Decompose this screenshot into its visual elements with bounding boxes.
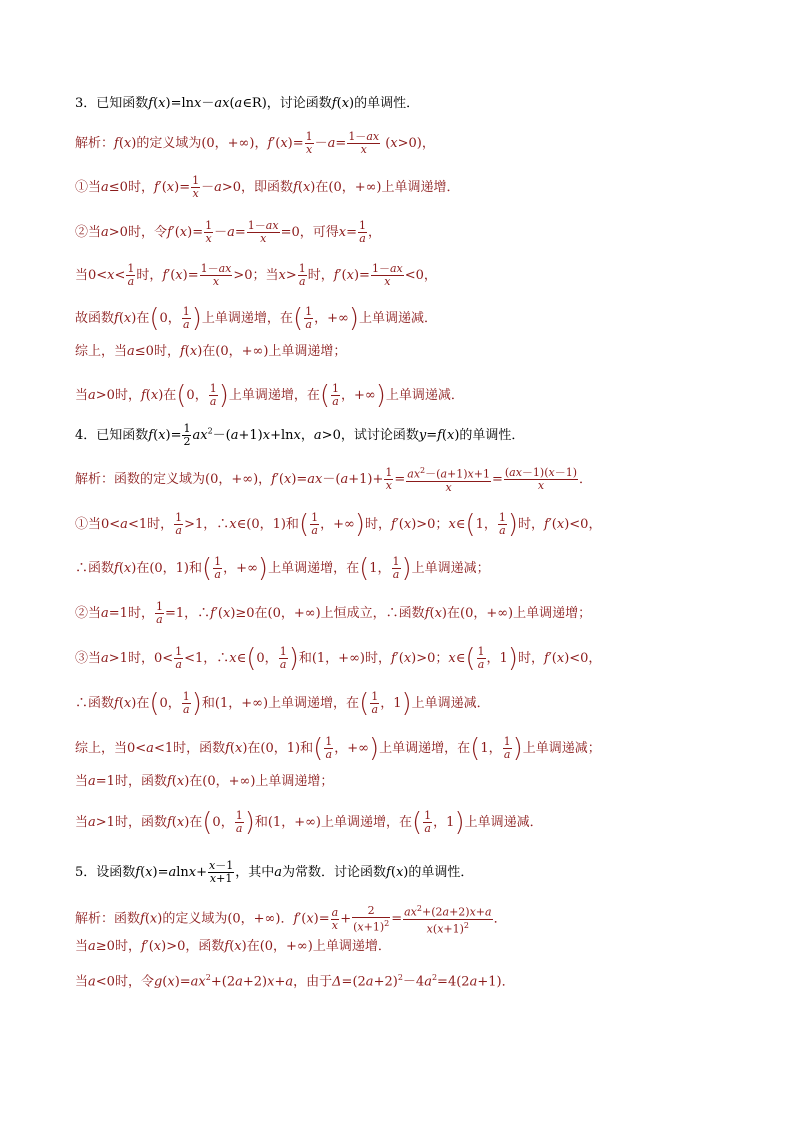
problem-3-line-6: 综上，当a≤0时，f(x)在(0，+∞)上单调递增； bbox=[75, 344, 347, 359]
problem-4-line-7: 综上，当0<a<1时，函数f(x)在(0，1)和( $\frac{1}{a}$ ，+∞)上单调递增，在(1， $\frac{1}{a}$ )上单调递减； bbox=[75, 733, 601, 764]
problem-3-line-3: ②当a>0时，令f′(x)= $\frac{1}{x}$ －a= $\frac{1-ax}{x}$ =0，可得x= $\frac{1}{a}$ ， bbox=[75, 219, 381, 245]
problem-5-line-1: 解析：函数f(x)的定义域为(0，+∞)．f′(x)= $\frac{a}{x}$ + $\frac{2}{(x+1)^2}$ = $\frac{ax^2+(2a+2)x+a}{x(x+1)^2}$ ． bbox=[75, 903, 507, 936]
problem-4-line-5: ③当a>1时，0< $\frac{1}{a}$ <1，∴x∈(0， $\frac{1}{a}$ )和(1，+∞)时，f′(x)>0；x∈( $\frac{1}{a}$ ，1)时，f′(x)<0， bbox=[75, 643, 602, 674]
problem-4-line-1: 解析：函数的定义域为(0，+∞)，f′(x)=ax－(a+1)+ $\frac{1}{x}$ = $\frac{ax^2-(a+1)x+1}{x}$ = $\frac{(ax-1)(x-1)}{x}$ ． bbox=[75, 465, 593, 494]
problem-3-question: 3．已知函数f(x)=lnx－ax(a∈R)，讨论函数f(x)的单调性． bbox=[75, 96, 420, 111]
problem-4-line-3: ∴函数f(x)在(0，1)和( $\frac{1}{a}$ ，+∞)上单调递增，在(1， $\frac{1}{a}$ )上单调递减； bbox=[75, 553, 490, 584]
problem-4-line-6: ∴函数f(x)在(0， $\frac{1}{a}$ )和(1，+∞)上单调递增，在( $\frac{1}{a}$ ，1)上单调递减． bbox=[75, 688, 490, 719]
problem-5-line-3: 当a<0时，令$g(x)=ax^2+(2a+2)x+a$，由于$\Delta=(2a+2)^2-4a^2=4(2a+1)$． bbox=[75, 973, 515, 990]
problem-3-line-4: 当0<x< $\frac{1}{a}$ 时，f′(x)= $\frac{1-ax}{x}$ >0；当x> $\frac{1}{a}$ 时，f′(x)= $\frac{1-ax}{x}$ <0， bbox=[75, 262, 437, 288]
problem-5-question: 5．设函数f(x)=alnx+ $\frac{x-1}{x+1}$ ，其中a为常数．讨论函数f(x)的单调性． bbox=[75, 859, 474, 885]
problem-3-line-7: 当a>0时，f(x)在(0， $\frac{1}{a}$ )上单调递增，在( $\frac{1}{a}$ ，+∞)上单调递减． bbox=[75, 380, 464, 411]
problem-4-line-4: ②当a=1时， $\frac{1}{a}$ =1，∴f′(x)≥0在(0，+∞)上恒成立，∴函数f(x)在(0，+∞)上单调递增； bbox=[75, 600, 592, 626]
problem-3-line-1: 解析：f(x)的定义域为(0，+∞)，f′(x)= $\frac{1}{x}$ －a= $\frac{1-ax}{x}$ (x>0)， bbox=[75, 130, 435, 156]
problem-4-line-2: ①当0<a<1时， $\frac{1}{a}$ >1，∴x∈(0，1)和( $\frac{1}{a}$ ，+∞)时，f′(x)>0；x∈(1， $\frac{1}{a}$ )时，f′(x)<0， bbox=[75, 509, 602, 540]
problem-4-line-8: 当a=1时，函数f(x)在(0，+∞)上单调递增； bbox=[75, 774, 334, 789]
problem-4-line-9: 当a>1时，函数f(x)在(0， $\frac{1}{a}$ )和(1，+∞)上单调递增，在( $\frac{1}{a}$ ，1)上单调递减． bbox=[75, 807, 543, 838]
problem-3-line-2: ①当a≤0时，f′(x)= $\frac{1}{x}$ －a>0，即函数f(x)在(0，+∞)上单调递增． bbox=[75, 174, 460, 200]
problem-3-line-5: 故函数f(x)在(0， $\frac{1}{a}$ )上单调递增，在( $\frac{1}{a}$ ，+∞)上单调递减． bbox=[75, 303, 437, 334]
problem-4-question: 4．已知函数f(x)= $\frac{1}{2}$ $ax^2-(a+1)x+\ln x$，a>0，试讨论函数y=f(x)的单调性． bbox=[75, 422, 525, 448]
problem-5-line-2: 当a≥0时，f′(x)>0，函数f(x)在(0，+∞)上单调递增． bbox=[75, 939, 391, 954]
